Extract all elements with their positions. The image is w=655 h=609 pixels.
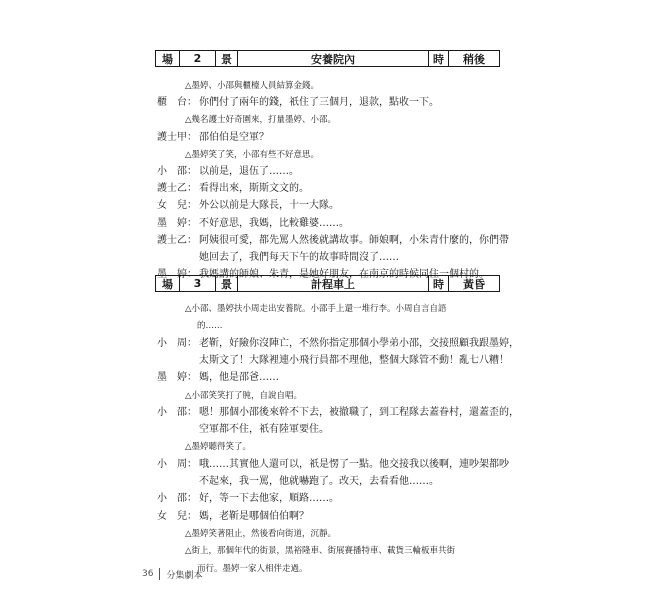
dialogue-line (157, 200, 339, 212)
dialogue-line (157, 218, 349, 230)
dialogue-line (157, 372, 279, 384)
scene-time: 稍後 (463, 52, 485, 66)
stage-direction (185, 441, 251, 453)
direction-text: △墨婷、小邵與櫃檯人員結算金錢。 (185, 81, 320, 91)
dialogue-text: 不起來，我一罵，他就嚇跑了。改天，去看看他……。 (199, 476, 439, 487)
dialogue-line (157, 166, 299, 178)
dialogue-text: 老靳，好險你沒陣亡，不然你指定那個小學弟小邵，交接照顧我跟墨婷， (199, 337, 519, 349)
direction-text: △墨婷聽得笑了。 (185, 442, 252, 453)
dialogue-text: 阿姨很可愛，都先罵人然後就講故事。師娘啊，小朱青什麼的，你們帶 (199, 234, 509, 246)
speaker-name: 小 周： (157, 458, 197, 470)
scene-number: 3 (180, 276, 216, 291)
speaker-name: 小 邵： (157, 166, 197, 177)
scene-location: 計程車上 (238, 276, 429, 291)
dialogue-text: 她回去了，我們每天下午的故事時間沒了…… (199, 252, 399, 263)
scene-time: 黃昏 (463, 277, 485, 291)
scene-location: 安養院內 (238, 51, 429, 66)
speaker-name: 護士甲： (157, 131, 197, 143)
speaker-name: 女 兒： (157, 510, 197, 522)
speaker-name: 墨 婷： (157, 269, 197, 281)
direction-text: △墨婷笑了笑，小邵有些不好意思。 (185, 149, 320, 160)
dialogue-line (157, 459, 509, 471)
direction-text: △幾名護士好奇圍來，打量墨婷、小邵。 (185, 115, 337, 126)
scene-header (155, 50, 500, 67)
scene-jing-label: 景 (216, 276, 238, 291)
dialogue-line (157, 493, 339, 505)
dialogue-text: 空軍都不住，祇有陸軍要住。 (199, 424, 329, 436)
dialogue-text: 你們付了兩年的錢，祇住了三個月，退款，點收一下。 (199, 97, 439, 109)
book-title: 分集劇本 (166, 570, 203, 581)
direction-text: 的…… (197, 321, 223, 332)
direction-text: 而行。墨婷一家人相伴走過。 (197, 563, 308, 574)
stage-direction (185, 528, 336, 540)
stage-direction (185, 149, 319, 161)
speaker-name: 小 邵： (157, 493, 197, 505)
dialogue-line (157, 511, 309, 523)
stage-direction (185, 114, 336, 126)
dialogue-text: 哦……其實他人還可以，祇是愣了一點。他交接我以後啊，連吵架都吵 (199, 458, 509, 470)
speaker-name: 小 周： (157, 337, 197, 349)
direction-text: △小邵笑笑打了肫，自說自唱。 (185, 390, 303, 401)
speaker-name: 墨 婷： (157, 372, 197, 384)
scene-label: 場 (156, 276, 180, 291)
stage-direction (185, 390, 302, 402)
footer-divider (159, 568, 160, 580)
speaker-name: 墨 婷： (157, 217, 197, 229)
dialogue-text: 嗯！那個小邵後來幹不下去，被撤職了，到工程隊去蓋眷村，還蓋歪的， (199, 406, 519, 418)
stage-direction (197, 563, 308, 575)
dialogue-text: 以前是，退伍了……。 (199, 166, 299, 177)
speaker-name: 護士乙： (157, 183, 197, 195)
dialogue-text: 媽，老靳是哪個伯伯啊？ (199, 510, 309, 522)
dialogue-text: 外公以前是大隊長，十一大隊。 (199, 200, 339, 212)
speaker-name: 護士乙： (157, 234, 197, 246)
stage-direction (185, 303, 447, 315)
dialogue-line (157, 235, 509, 247)
stage-direction (185, 80, 319, 92)
speaker-name: 櫃 台： (157, 97, 197, 109)
speaker-name: 小 邵： (157, 406, 197, 418)
dialogue-line (157, 183, 309, 195)
scene-time-label: 時 (429, 51, 449, 66)
speaker-name: 女 兒： (157, 200, 197, 212)
dialogue-continuation (199, 476, 439, 488)
dialogue-text: 邵伯伯是空軍？ (199, 131, 269, 143)
dialogue-text: 我媽講的師娘、朱青，是她好朋友，在南京的時候同住一個村的。 (199, 269, 489, 281)
stage-direction (185, 545, 455, 557)
dialogue-continuation (199, 252, 399, 264)
scene-time-label: 時 (429, 276, 449, 291)
dialogue-line (157, 97, 439, 109)
direction-text: △小邵、墨婷扶小周走出安養院。小邵手上還一堆行李。小周自言自語 (185, 304, 447, 314)
scene-header (155, 275, 500, 292)
page-footer (142, 567, 202, 581)
dialogue-line (157, 407, 519, 419)
dialogue-text: 媽，他是邵爸…… (199, 372, 279, 384)
dialogue-text: 不好意思，我媽，比較雞婆……。 (199, 217, 349, 229)
direction-text: △街上，那個年代的街景，黑裕隆車、街展賽播特車、載貨三輪板車共街 (185, 546, 456, 557)
dialogue-continuation (199, 355, 509, 367)
stage-direction (197, 320, 223, 332)
direction-text: △墨婷笑著阻止，然後看向街道，沉靜。 (185, 528, 337, 539)
dialogue-continuation (199, 424, 329, 436)
dialogue-text: 看得出來，斯斯文文的。 (199, 183, 309, 195)
scene-label: 場 (156, 51, 180, 66)
dialogue-line (157, 338, 519, 350)
dialogue-line (157, 132, 269, 144)
page-number: 36 (142, 569, 154, 579)
scene-number: 2 (180, 51, 216, 66)
scene-jing-label: 景 (216, 51, 238, 66)
dialogue-text: 好，等一下去他家，順路……。 (199, 493, 339, 505)
dialogue-text: 太斯文了！大隊裡連小飛行員都不理他，整個大隊管不動！亂七八糟！ (199, 354, 509, 366)
